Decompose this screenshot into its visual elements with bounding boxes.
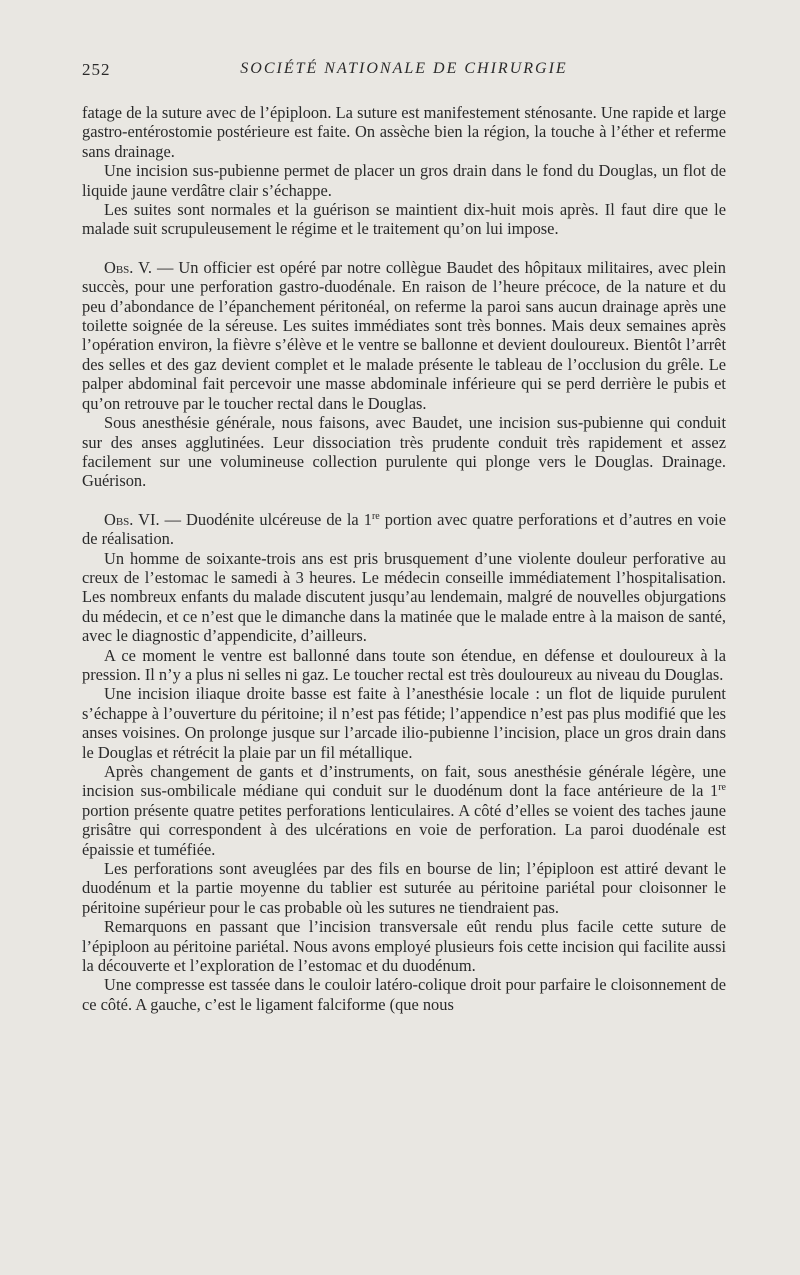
observation-label: Obs. V. xyxy=(104,257,152,277)
paragraph: Une incision sus-pubienne permet de placer un gros drain dans le fond du Douglas, un flot de liquide jaune verdâtre clair s’échappe. xyxy=(82,161,726,200)
paragraph: fatage de la suture avec de l’épiploon. La suture est manifestement sténosante. Une rapide et large gastro-entérostomie postérieure est faite. On assèche bien la région, la touche à l’éther et referme sans drainage. xyxy=(82,103,726,161)
paragraph: Une incision iliaque droite basse est faite à l’anesthésie locale : un flot de liquide purulent s’échappe à l’ouverture du péritoine; il n’est pas fétide; l’appendice n’est pas plus modifié que les anses voisines. On prolonge jusque sur l’arcade ilio-pubienne l’incision, place un gros drain dans le Douglas et rétrécit la plaie par un fil métallique. xyxy=(82,684,726,762)
page-number: 252 xyxy=(82,60,111,79)
observation-v: Obs. V. — Un officier est opéré par notre collègue Baudet des hôpitaux militaires, avec plein succès, pour une perforation gastro-duodénale. En raison de l’heure précoce, de la nature et du peu d’abondance de l’épanchement péritonéal, on referme la paroi sans aucun drainage après une toilette soignée de la séreuse. Les suites immédiates sont très bonnes. Mais deux semaines après l’opération environ, la fièvre s’élève et le ventre se ballonne et devient douloureux. Bientôt l’arrêt des selles et des gaz devient complet et le malade présente le tableau de l’occlusion du grêle. Le palper abdominal fait percevoir une masse abdominale inférieure qui se perd derrière le pubis et qu’on retrouve par le toucher rectal dans le Douglas. xyxy=(82,257,726,413)
paragraph: Les suites sont normales et la guérison se maintient dix-huit mois après. Il faut dire que le malade suit scrupuleusement le régime et le traitement qu’on lui impose. xyxy=(82,200,726,239)
paragraph: Une compresse est tassée dans le couloir latéro-colique droit pour parfaire le cloisonnement de ce côté. A gauche, c’est le ligament falciforme (que nous xyxy=(82,975,726,1014)
observation-vi: Obs. VI. — Duodénite ulcéreuse de la 1re portion avec quatre perforations et d’autres en voie de réalisation. xyxy=(82,509,726,549)
running-header xyxy=(82,60,726,84)
paragraph: Sous anesthésie générale, nous faisons, avec Baudet, une incision sus-pubienne qui conduit sur des anses agglutinées. Leur dissociation très prudente conduit très rapidement et assez facilement sur une volumineuse collection purulente qui plonge vers le Douglas. Drainage. Guérison. xyxy=(82,413,726,491)
paragraph: Après changement de gants et d’instruments, on fait, sous anesthésie générale légère, une incision sus-ombilicale médiane qui conduit sur le duodénum dont la face antérieure de la 1re portion présente quatre petites perforations lenticulaires. A côté d’elles se voient des taches jaune grisâtre qui correspondent à des ulcérations en voie de perforation. La paroi duodénale est épaissie et tuméfiée. xyxy=(82,762,726,859)
body-text xyxy=(82,103,726,1014)
journal-title: SOCIÉTÉ NATIONALE DE CHIRURGIE xyxy=(240,60,568,77)
paragraph: A ce moment le ventre est ballonné dans toute son étendue, en défense et douloureux à la pression. Il n’y a plus ni selles ni gaz. Le toucher rectal est très douloureux au niveau du Douglas. xyxy=(82,645,726,684)
paragraph: Remarquons en passant que l’incision transversale eût rendu plus facile cette suture de l’épiploon au péritoine pariétal. Nous avons employé plusieurs fois cette incision qui facilite aussi la découverte et l’exploration de l’estomac et du duodénum. xyxy=(82,917,726,976)
observation-label: Obs. VI. xyxy=(104,509,160,529)
paragraph: Un homme de soixante-trois ans est pris brusquement d’une violente douleur perforative au creux de l’estomac le samedi à 3 heures. Le médecin conseille immédiatement l’hospitalisation. Les nombreux enfants du malade discutent jusqu’au lendemain, malgré de nouvelles objurgations du médecin, et ce n’est que le dimanche dans la matinée que le malade entre à la maison de santé, avec le diagnostic d’appendicite, d’ailleurs. xyxy=(82,548,726,646)
paragraph: Les perforations sont aveuglées par des fils en bourse de lin; l’épiploon est attiré devant le duodénum et la partie moyenne du tablier est suturée au péritoine pariétal pour cloisonner le péritoine supérieur pour le cas probable où les sutures ne tiendraient pas. xyxy=(82,859,726,917)
